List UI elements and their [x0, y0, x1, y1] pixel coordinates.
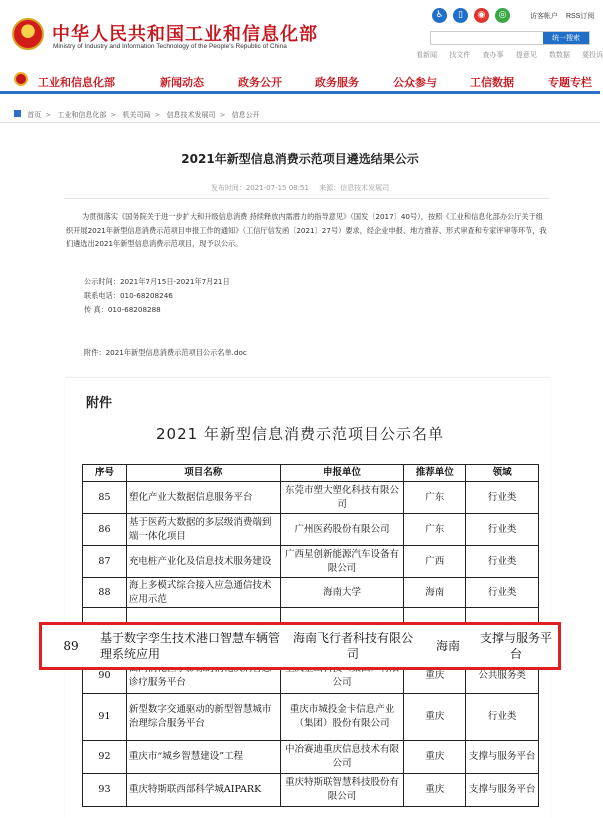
cell-rec: 广东: [404, 482, 466, 514]
cell-rec: 广东: [404, 514, 466, 546]
cell-rec: 重庆: [404, 774, 466, 807]
cell-field: 支撑与服务平台: [466, 774, 539, 807]
highlight-field: 支撑与服务平台: [480, 631, 553, 661]
visitor-account-link[interactable]: 访客帐户: [530, 13, 558, 20]
cell-rec: 广西: [404, 546, 466, 578]
cell-name: 诊疗服务平台: [126, 658, 280, 694]
column-header: 项目名称: [126, 465, 280, 482]
contact-phone: 联系电话：010-68208246: [84, 291, 173, 300]
top-links: [530, 11, 600, 21]
cell-name: 充电桩产业化及信息技术服务建设: [126, 546, 280, 578]
nav-item-gov-affairs[interactable]: 政务公开: [238, 76, 282, 89]
cell-name: 塑化产业大数据信息服务平台: [126, 482, 280, 514]
breadcrumb-home[interactable]: 首页: [27, 111, 42, 119]
quick-link-data[interactable]: 数数据: [548, 51, 570, 59]
nav-item-gov-services[interactable]: 政务服务: [315, 76, 359, 89]
table-row: [83, 694, 539, 741]
attachment-link[interactable]: 附件：2021年新型信息消费示范项目公示名单.doc: [84, 348, 247, 357]
article-meta: [0, 183, 600, 193]
quick-link-services[interactable]: 查办事: [482, 51, 504, 59]
publish-time: 发布时间：2021-07-15 08:51: [210, 184, 309, 192]
accessibility-icon[interactable]: ♿: [432, 8, 447, 23]
cell-unit: 东莞市塑大塑化科技有限公司: [280, 482, 404, 514]
cell-unit: 重庆特斯联智慧科技股份有限公司: [280, 774, 404, 807]
site-header: [0, 0, 603, 62]
cell-unit: 海南大学: [280, 578, 404, 608]
highlighted-row: [39, 622, 561, 670]
document-title: 2021 年新型信息消费示范项目公示名单: [156, 425, 444, 443]
table-row: [83, 482, 539, 514]
cell-name: 海上多模式综合接入应急通信技术应用示范: [126, 578, 280, 608]
table-row: [83, 578, 539, 608]
cell-rec: 重庆: [404, 741, 466, 774]
quick-link-complaint[interactable]: 要投诉: [582, 51, 603, 59]
search-button[interactable]: 统一搜索: [543, 32, 589, 44]
table-row: [83, 514, 539, 546]
document-heading: 附件: [86, 396, 113, 411]
cell-field: 行业类: [466, 694, 539, 741]
cell-rec: 重庆: [404, 694, 466, 741]
article-title: 2021年新型信息消费示范项目遴选结果公示: [181, 152, 419, 166]
breadcrumb-departments[interactable]: 机关司局: [122, 111, 151, 119]
cell-no: 92: [83, 741, 127, 774]
column-header: 领域: [466, 465, 539, 482]
article-body: [66, 210, 550, 251]
cell-name: 新型数字交通驱动的新型智慧城市治理综合服务平台: [126, 694, 280, 741]
divider: [0, 122, 600, 123]
table-row: [83, 546, 539, 578]
top-icons: [432, 8, 510, 23]
highlight-unit: 海南飞行者科技有限公司: [292, 631, 413, 661]
article-paragraph: 为贯彻落实《国务院关于进一步扩大和升级信息消费 持续释放内需潜力的指导意见》（国发〔2017〕40号），按照《工业和信息化部办公厅关于组织开展2021年新型信息消费示范项目申报工作的通知》（工信厅信发函〔2021〕27号）要求，经企业申报、地方推荐、形式审查和专家评审等环节，我们遴选出2021年新型信息消费示范项目，现予以公示。: [66, 212, 547, 248]
search-box[interactable]: [430, 31, 590, 45]
divider: [64, 198, 550, 199]
cell-no: 91: [83, 694, 127, 741]
cell-no: 88: [83, 578, 127, 608]
contact-fax: 传 真：010-68208288: [84, 305, 161, 314]
highlight-no: 89: [63, 639, 79, 653]
cell-name: 重庆市“城乡智慧建设”工程: [126, 741, 280, 774]
column-header: 推荐单位: [404, 465, 466, 482]
cell-unit: 重庆市城投金卡信息产业（集团）股份有限公司: [280, 694, 404, 741]
cell-rec: 海南: [404, 578, 466, 608]
quick-link-files[interactable]: 找文件: [449, 51, 471, 59]
nav-item-ministry[interactable]: 工业和信息化部: [38, 76, 115, 89]
cell-no: 90: [83, 658, 127, 694]
cell-rec: 重庆: [404, 658, 466, 694]
cell-no: 85: [83, 482, 127, 514]
breadcrumb-disclosure[interactable]: 信息公开: [231, 111, 260, 119]
cell-unit: 中冶赛迪重庆信息技术有限公司: [280, 741, 404, 774]
nav-item-topics[interactable]: 专题专栏: [548, 76, 592, 89]
weibo-icon[interactable]: ◉: [474, 8, 489, 23]
quick-link-feedback[interactable]: 提意见: [515, 51, 537, 59]
nav-item-news[interactable]: 新闻动态: [160, 76, 204, 89]
cell-field: 行业类: [466, 546, 539, 578]
cell-unit: 广西星创新能源汽车设备有限公司: [280, 546, 404, 578]
table-row: [83, 774, 539, 807]
cell-unit: 公司: [280, 658, 404, 694]
cell-no: 93: [83, 774, 127, 807]
nav-item-participation[interactable]: 公众参与: [393, 76, 437, 89]
cell-field: 行业类: [466, 514, 539, 546]
cell-unit: 广州医药股份有限公司: [280, 514, 404, 546]
nav-item-data[interactable]: 工信数据: [470, 76, 514, 89]
cell-field: 行业类: [466, 578, 539, 608]
mobile-icon[interactable]: ▯: [453, 8, 468, 23]
main-nav: [0, 66, 600, 94]
breadcrumb: 首页 > 工业和信息化部 > 机关司局 > 信息技术发展司 > 信息公开: [14, 110, 264, 120]
rss-link[interactable]: RSS订阅: [565, 13, 595, 20]
highlight-name: 基于数字孪生技术港口智慧车辆管理系统应用: [100, 631, 281, 661]
breadcrumb-it-dept[interactable]: 信息技术发展司: [166, 111, 216, 119]
table-row: [83, 741, 539, 774]
quick-link-news[interactable]: 看新闻: [416, 51, 437, 59]
wechat-icon[interactable]: ◎: [495, 8, 510, 23]
cell-name: 基于医药大数据的多层级消费端到端一体化项目: [126, 514, 280, 546]
article-source: 来源：信息技术发展司: [319, 184, 390, 192]
cell-field: 公共服务类: [466, 658, 539, 694]
cell-field: 行业类: [466, 482, 539, 514]
site-subtitle: Ministry of Industry and Information Technology of the People's Republic of China: [53, 43, 287, 50]
site-title[interactable]: 中华人民共和国工业和信息化部: [52, 24, 318, 45]
highlight-rec: 海南: [435, 639, 460, 653]
home-icon: [14, 110, 21, 117]
cell-name: 重庆特斯联西部科学城AIPARK: [126, 774, 280, 807]
notice-period: 公示时间：2021年7月15日-2021年7月21日: [84, 277, 230, 286]
cell-field: 支撑与服务平台: [466, 741, 539, 774]
quick-links: [406, 50, 603, 60]
column-header: 申报单位: [280, 465, 404, 482]
column-header: 序号: [83, 465, 127, 482]
breadcrumb-ministry[interactable]: 工业和信息化部: [57, 111, 107, 119]
home-emblem-icon[interactable]: [14, 72, 28, 86]
cell-no: 86: [83, 514, 127, 546]
national-emblem-icon: [12, 18, 44, 50]
cell-no: 87: [83, 546, 127, 578]
table-header-row: [83, 465, 539, 482]
